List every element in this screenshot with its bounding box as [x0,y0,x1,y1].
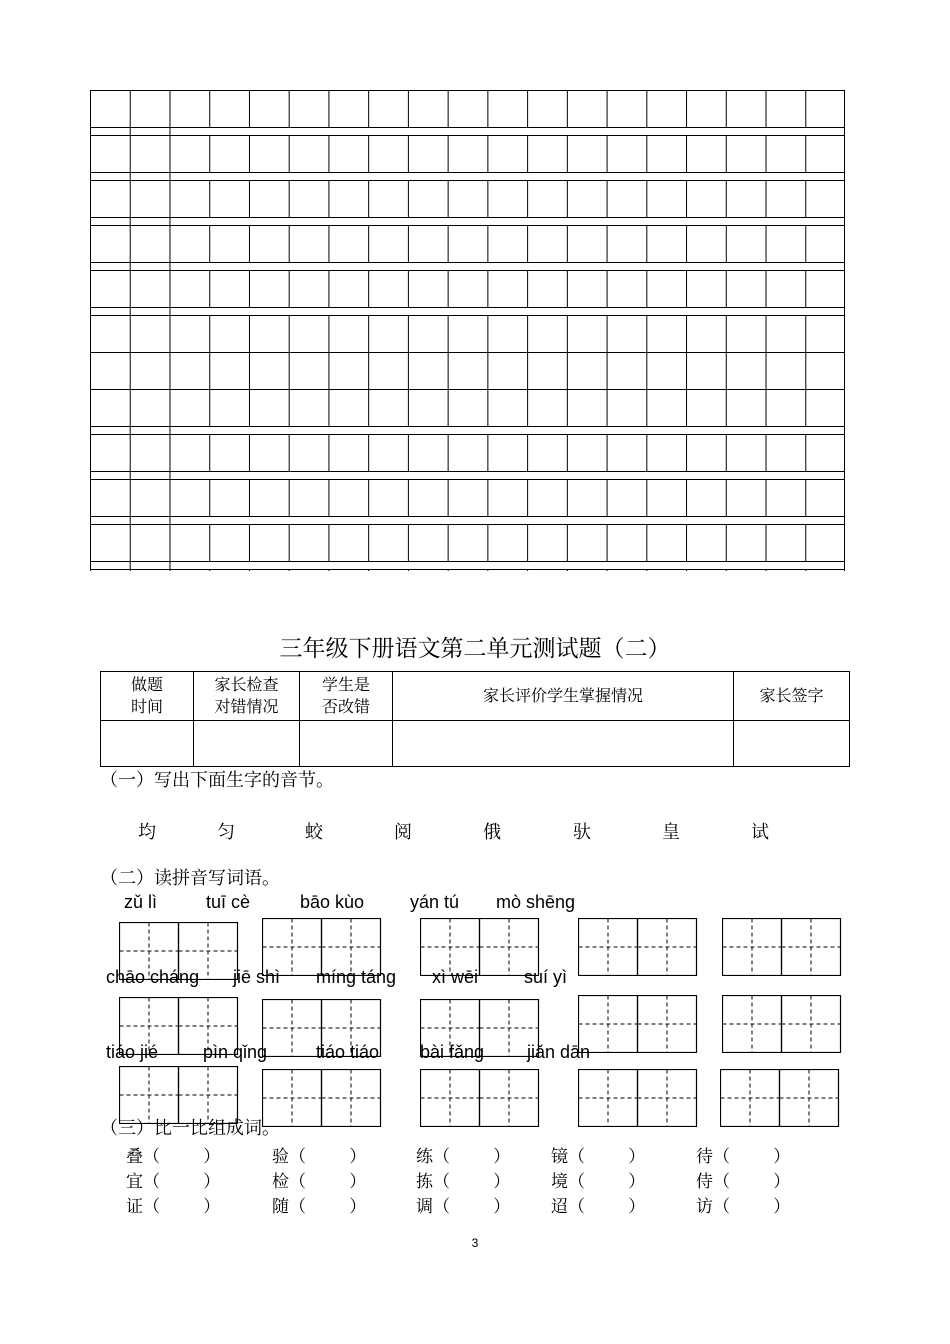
pinyin-label: bāo kùo [300,892,365,912]
writing-box[interactable] [119,1066,237,1122]
header-parent-check: 家长检查 对错情况 [194,672,300,721]
tianzige-grid [578,1069,698,1127]
cell-time[interactable] [101,721,194,767]
writing-box[interactable] [119,922,237,978]
pinyin-label: suí yì [524,967,568,987]
header-time: 做题 时间 [101,672,194,721]
tianzige-grid [262,918,382,976]
writing-box[interactable] [722,918,840,974]
compare-item: 镜（ ） [551,1147,646,1167]
char-item: 驮 [573,822,591,843]
parent-evaluation-table [100,671,850,767]
char-item: 阅 [394,822,412,843]
tianzige-grid [119,997,239,1055]
compare-item: 宜（ ） [126,1172,221,1192]
tianzige-grid [420,1069,540,1127]
pinyin-label: jiǎn dān [527,1042,591,1062]
pinyin-label: chāo cháng [106,967,200,987]
char-item: 匀 [217,822,235,843]
header-parent-signature: 家长签字 [734,672,850,721]
char-item: 均 [138,822,156,843]
tianzige-grid [578,995,698,1053]
writing-box[interactable] [420,999,538,1055]
tianzige-grid [420,999,540,1057]
page-title: 三年级下册语文第二单元测试题（二） [279,636,671,662]
writing-box[interactable] [262,918,380,974]
pinyin-label: yán tú [410,892,460,912]
writing-box[interactable] [578,1069,696,1125]
compare-item: 待（ ） [696,1147,791,1167]
cell-parent-check[interactable] [194,721,300,767]
writing-box[interactable] [119,997,237,1053]
composition-grid [90,90,845,571]
pinyin-label: mò shēng [496,892,576,912]
tianzige-grid [722,918,842,976]
header-parent-comment: 家长评价学生掌握情况 [393,672,734,721]
writing-box[interactable] [262,999,380,1055]
compare-item: 叠（ ） [126,1147,221,1167]
pinyin-label: tiáo jié [106,1042,159,1062]
pinyin-label: bài fǎng [420,1042,485,1062]
pinyin-label: jiē shì [233,967,281,987]
tianzige-grid [119,922,239,980]
pinyin-label: pìn qǐng [203,1042,268,1062]
writing-box[interactable] [420,1069,538,1125]
tianzige-grid [119,1066,239,1124]
section1-heading: （一）写出下面生字的音节。 [100,770,334,791]
compare-item: 迢（ ） [551,1197,646,1217]
writing-box[interactable] [578,918,696,974]
cell-parent-signature[interactable] [734,721,850,767]
compare-item: 侍（ ） [696,1172,791,1192]
pinyin-label: tiáo tiáo [316,1042,380,1062]
header-student-fix: 学生是 否改错 [300,672,393,721]
compare-item: 调（ ） [416,1197,511,1217]
compare-item: 随（ ） [272,1197,367,1217]
section3-heading: （三）比一比组成词。 [100,1118,280,1139]
compare-item: 练（ ） [416,1147,511,1167]
tianzige-grid [262,999,382,1057]
writing-box[interactable] [720,1069,838,1125]
pinyin-label: tuī cè [206,892,251,912]
compare-item: 境（ ） [551,1172,646,1192]
compare-item: 验（ ） [272,1147,367,1167]
tianzige-grid [722,995,842,1053]
tianzige-grid [578,918,698,976]
cell-parent-comment[interactable] [393,721,734,767]
page-number: 3 [471,1236,479,1250]
grid-lines [90,90,845,571]
pinyin-label: zǔ lì [124,892,158,912]
compare-item: 检（ ） [272,1172,367,1192]
writing-box[interactable] [722,995,840,1051]
compare-item: 拣（ ） [416,1172,511,1192]
compare-item: 访（ ） [696,1197,791,1217]
char-item: 皇 [662,822,680,843]
tianzige-grid [420,918,540,976]
cell-student-fix[interactable] [300,721,393,767]
writing-box[interactable] [262,1069,380,1125]
char-item: 试 [751,822,769,843]
pinyin-label: míng táng [316,967,397,987]
compare-item: 证（ ） [126,1197,221,1217]
char-item: 蛟 [305,822,323,843]
tianzige-grid [262,1069,382,1127]
writing-box[interactable] [578,995,696,1051]
section2-heading: （二）读拼音写词语。 [100,868,280,889]
tianzige-grid [720,1069,840,1127]
pinyin-label: xì wēi [432,967,479,987]
writing-box[interactable] [420,918,538,974]
char-item: 俄 [483,822,501,843]
